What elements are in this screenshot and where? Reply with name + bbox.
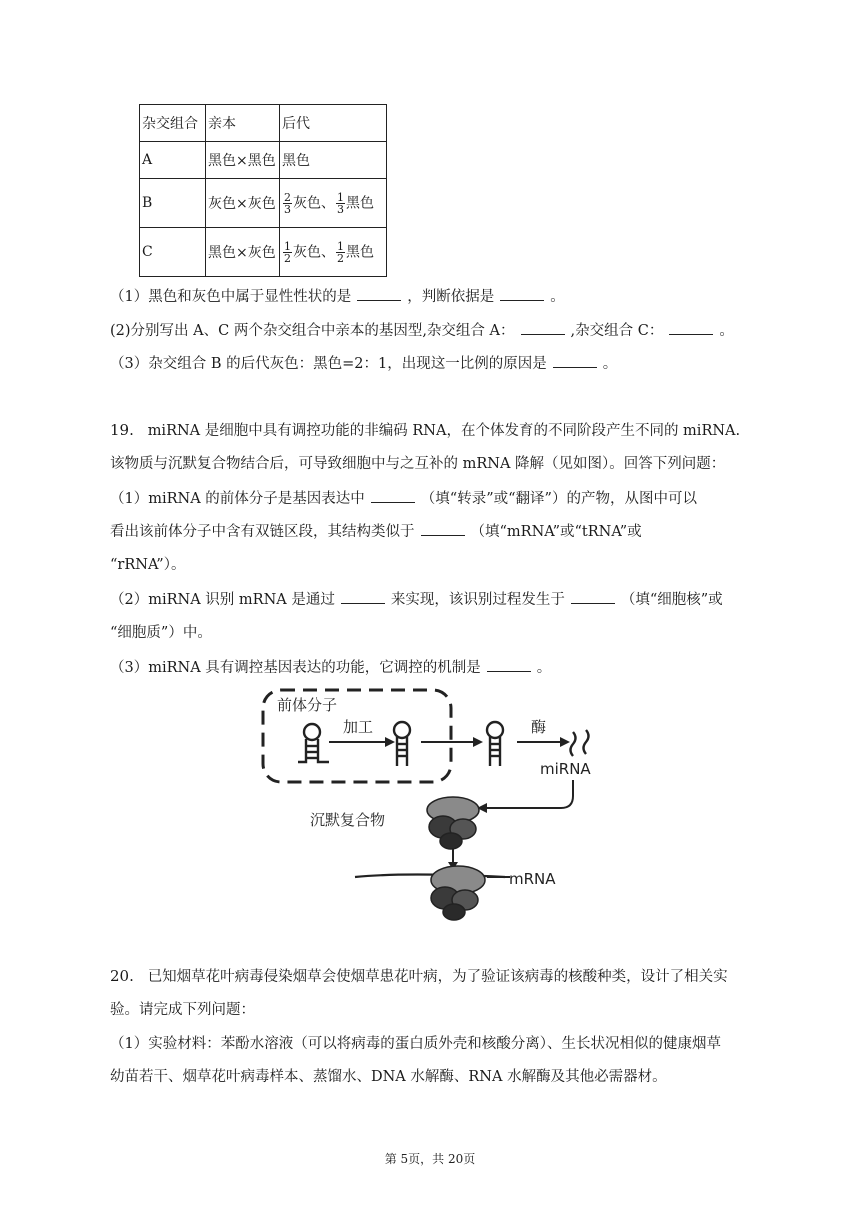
- q18-subquestion-3: [110, 353, 760, 374]
- arrow-head: [560, 737, 570, 747]
- arrow-head: [473, 737, 483, 747]
- table-header: 后代: [280, 105, 387, 142]
- question-text: （2）miRNA 识别 mRNA 是通过: [110, 592, 335, 608]
- q19-line-1: [110, 420, 760, 441]
- arrow-head: [385, 737, 395, 747]
- q20-line-4: 幼苗若干、烟草花叶病毒样本、蒸馏水、DNA 水解酶、RNA 水解酶及其他必需器材。: [110, 1069, 667, 1085]
- table-row: [140, 228, 387, 277]
- fraction: [283, 241, 292, 264]
- table-row: [140, 142, 387, 179]
- table-cell: 灰色×灰色: [206, 179, 280, 228]
- offspring-text: 黑色: [346, 244, 374, 260]
- answer-blank[interactable]: [521, 320, 565, 335]
- table-cell: 黑色×黑色: [206, 142, 280, 179]
- q19-line-8: [110, 657, 760, 678]
- fraction: [336, 241, 345, 264]
- q18-subquestion-1: [110, 286, 760, 307]
- cross-table: [139, 104, 387, 277]
- question-text: ,杂交组合 C：: [570, 323, 664, 339]
- q19-line-3: [110, 488, 760, 509]
- bound-silencing-complex: [431, 866, 485, 920]
- precursor-hairpin: [298, 724, 329, 762]
- table-header: 亲本: [206, 105, 280, 142]
- q18-subquestion-2: [110, 320, 760, 341]
- table-cell: [280, 228, 387, 277]
- question-text: 来实现，该识别过程发生于: [390, 592, 565, 608]
- answer-blank[interactable]: [669, 320, 713, 335]
- question-text: （3）miRNA 具有调控基因表达的功能，它调控的机制是: [110, 660, 481, 676]
- question-text: 。: [719, 323, 734, 339]
- q19-line-7: “细胞质”）中。: [110, 625, 212, 641]
- fraction: [336, 192, 345, 215]
- process-label: 加工: [343, 718, 374, 736]
- question-text: （1）黑色和灰色中属于显性性状的是: [110, 289, 352, 305]
- table-cell: 黑色×灰色: [206, 228, 280, 277]
- precursor-label: 前体分子: [277, 696, 338, 714]
- curved-arrow: [487, 780, 573, 808]
- fraction-denominator: 2: [284, 251, 291, 265]
- q19-line-6: [110, 589, 760, 610]
- answer-blank[interactable]: [487, 657, 531, 672]
- question-text: （3）杂交组合 B 的后代灰色：黑色=2：1，出现这一比例的原因是: [110, 356, 547, 372]
- q19-line-2: 该物质与沉默复合物结合后，可导致细胞中与之互补的 mRNA 降解（见如图）。回答下列问题：: [110, 456, 726, 472]
- mirna-diagram-svg: [255, 686, 610, 921]
- fraction-denominator: 3: [337, 202, 344, 216]
- fraction-denominator: 3: [284, 202, 291, 216]
- q20-line-2: 验。请完成下列问题：: [110, 1002, 255, 1018]
- fraction-numerator: 1: [337, 239, 344, 253]
- fraction: [283, 192, 292, 215]
- offspring-text: 灰色、: [293, 195, 335, 211]
- mirna-label: miRNA: [540, 760, 591, 778]
- answer-blank[interactable]: [553, 353, 597, 368]
- processed-hairpin: [394, 722, 410, 766]
- question-text: 。: [550, 289, 565, 305]
- q19-line-5: “rRNA”）。: [110, 557, 186, 573]
- table-cell: C: [140, 228, 206, 277]
- fraction-numerator: 1: [337, 190, 344, 204]
- offspring-text: 黑色: [346, 195, 374, 211]
- table-cell: B: [140, 179, 206, 228]
- q20-line-3: （1）实验材料：苯酚水溶液（可以将病毒的蛋白质外壳和核酸分离）、生长状况相似的健康烟草: [110, 1036, 721, 1052]
- exported-hairpin: [487, 722, 503, 766]
- answer-blank[interactable]: [571, 589, 615, 604]
- fraction-numerator: 1: [284, 239, 291, 253]
- mirna-strands: [571, 730, 589, 756]
- table-cell: 黑色: [280, 142, 387, 179]
- table-header: 杂交组合: [140, 105, 206, 142]
- q19-line-4: [110, 521, 760, 542]
- answer-blank[interactable]: [421, 521, 465, 536]
- question-number: 19.: [110, 421, 134, 439]
- table-cell: A: [140, 142, 206, 179]
- question-text: ，判断依据是: [407, 289, 495, 305]
- question-text: 。: [602, 356, 618, 372]
- answer-blank[interactable]: [341, 589, 385, 604]
- table-cell: [280, 179, 387, 228]
- silencing-complex-label: 沉默复合物: [310, 811, 386, 829]
- q20-line-1: [110, 966, 760, 987]
- table-header-row: [140, 105, 387, 142]
- page-footer: 第 5页，共 20页: [384, 1152, 476, 1166]
- fraction-denominator: 2: [337, 251, 344, 265]
- fraction-numerator: 2: [284, 190, 291, 204]
- answer-blank[interactable]: [357, 286, 401, 301]
- enzyme-label: 酶: [531, 718, 547, 736]
- table-row: [140, 179, 387, 228]
- question-text: 。: [536, 660, 552, 676]
- question-text: （1）miRNA 的前体分子是基因表达中: [110, 491, 365, 507]
- answer-blank[interactable]: [371, 488, 415, 503]
- question-text: (2)分别写出 A、C 两个杂交组合中亲本的基因型,杂交组合 A：: [110, 323, 515, 339]
- question-text: （填“细胞核”或: [620, 592, 723, 608]
- question-text: 已知烟草花叶病毒侵染烟草会使烟草患花叶病，为了验证该病毒的核酸种类，设计了相关实: [147, 969, 728, 985]
- question-text: （填“转录”或“翻译”）的产物，从图中可以: [420, 491, 697, 507]
- question-text: miRNA 是细胞中具有调控功能的非编码 RNA，在个体发育的不同阶段产生不同的 miRNA.: [147, 423, 741, 439]
- silencing-complex: [427, 797, 479, 849]
- question-text: （填“mRNA”或“tRNA”或: [470, 524, 642, 540]
- mrna-label: mRNA: [509, 870, 556, 888]
- mirna-diagram: [255, 686, 610, 921]
- offspring-text: 灰色、: [293, 244, 335, 260]
- answer-blank[interactable]: [500, 286, 544, 301]
- question-number: 20.: [110, 967, 134, 985]
- question-text: 看出该前体分子中含有双链区段，其结构类似于: [110, 524, 415, 540]
